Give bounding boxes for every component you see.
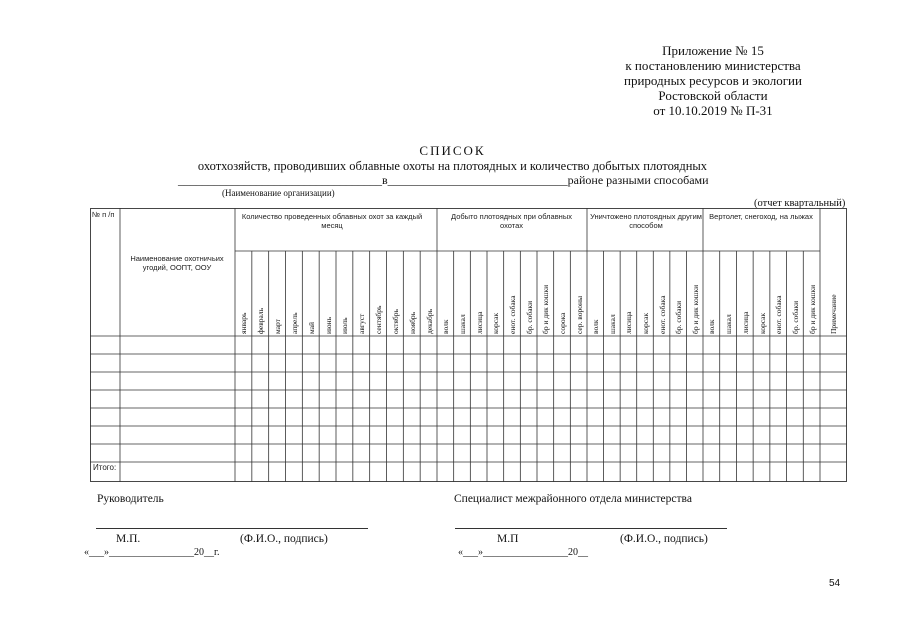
group-hunted-header: Добыто плотоядных при облавных охотах xyxy=(451,212,572,230)
vehicle-col-label: енот. собака xyxy=(774,295,784,334)
manager-signature-line xyxy=(96,528,368,529)
hunted-col-label: лисица xyxy=(474,311,484,334)
specialist-fio-label: (Ф.И.О., подпись) xyxy=(620,533,708,545)
manager-fio-label: (Ф.И.О., подпись) xyxy=(240,533,328,545)
manager-title: Руководитель xyxy=(97,493,164,505)
hunted-col-label: бр и дик кошки xyxy=(541,284,551,334)
vehicle-col-label: бр и дик кошки xyxy=(807,284,817,334)
group-vehicles-header: Вертолет, снегоход, на лыжах xyxy=(709,212,813,221)
document-subtitle: охотхозяйств, проводивших облавные охоты на плотоядных и количество добытых плотоядных xyxy=(197,159,708,173)
destroyed-col-label: енот. собака xyxy=(657,295,667,334)
month-col-label: май xyxy=(306,321,316,334)
column-labels xyxy=(90,208,847,482)
hunted-col-label: корсак xyxy=(491,312,501,334)
appendix-line: природных ресурсов и экологии xyxy=(624,73,802,88)
hunted-col-label: енот. собака xyxy=(508,295,517,334)
vehicle-col-label: волк xyxy=(707,319,717,334)
region-tail: районе разными способами xyxy=(567,173,709,187)
hunted-col-label: бр. собаки xyxy=(524,300,534,334)
org-caption: (Наименование организации) xyxy=(222,188,335,198)
destroyed-col-label: бр. собаки xyxy=(674,300,684,334)
vehicle-col-label: шакал xyxy=(724,314,734,334)
in-word: в xyxy=(382,173,388,187)
appendix-line: от 10.10.2019 № П-31 xyxy=(653,103,773,118)
hunted-col-label: сер. вороны xyxy=(574,295,584,334)
col-number-header: № п /п xyxy=(92,210,115,219)
vehicle-col-label: корсак xyxy=(757,312,767,334)
group-destroyed-header: Уничтожено плотоядных другим способом xyxy=(590,212,702,230)
destroyed-col-label: волк xyxy=(591,319,601,334)
month-col-label: август xyxy=(357,313,367,334)
note-col-label: Примечание xyxy=(829,294,838,334)
vehicle-col-label: бр. собаки xyxy=(790,300,800,334)
manager-date: «___»_________________20__г. xyxy=(84,547,220,558)
page-number: 54 xyxy=(829,578,841,589)
month-col-label: июнь xyxy=(323,316,333,334)
group-months-header: Количество проведенных облавных охот за каждый месяц xyxy=(241,212,423,230)
month-col-label: декабрь xyxy=(424,309,434,334)
hunt-table xyxy=(90,208,847,482)
hunted-col-label: шакал xyxy=(458,314,467,334)
specialist-date: «___»_________________20__ xyxy=(458,547,588,558)
report-note: (отчет квартальный) xyxy=(754,198,846,209)
month-col-label: апрель xyxy=(289,312,299,334)
month-col-label: февраль xyxy=(256,307,266,334)
manager-stamp-label: М.П. xyxy=(116,533,141,545)
hunted-col-label: сорока xyxy=(558,312,567,334)
total-label: Итого: xyxy=(93,463,117,472)
month-col-label: январь xyxy=(239,312,249,334)
appendix-line: Ростовской области xyxy=(658,88,768,103)
specialist-signature-line xyxy=(455,528,727,529)
destroyed-col-label: лисица xyxy=(624,311,634,334)
region-line xyxy=(178,173,709,188)
document-heading: СПИСОК xyxy=(419,143,486,158)
vehicle-col-label: лисица xyxy=(740,311,750,334)
org-blank: __________________________________ xyxy=(178,173,382,187)
month-col-label: сентябрь xyxy=(374,305,384,334)
hunted-col-label: волк xyxy=(441,319,451,334)
destroyed-col-label: шакал xyxy=(607,314,617,334)
region-blank: ______________________________ xyxy=(387,173,568,187)
month-col-label: март xyxy=(273,319,283,334)
appendix-line: к постановлению министерства xyxy=(625,58,801,73)
month-col-label: июль xyxy=(340,317,350,334)
destroyed-col-label: корсак xyxy=(641,312,650,334)
appendix-header xyxy=(583,43,843,118)
destroyed-col-label: бр и дик кошки xyxy=(690,284,700,334)
specialist-title: Специалист межрайонного отдела министерства xyxy=(454,493,692,505)
appendix-line: Приложение № 15 xyxy=(662,43,764,58)
month-col-label: октябрь xyxy=(390,309,400,334)
specialist-stamp-label: М.П xyxy=(497,533,519,545)
month-col-label: ноябрь xyxy=(407,311,417,334)
col-name-header: Наименование охотничьих угодий, ООПТ, ООУ xyxy=(130,254,224,272)
